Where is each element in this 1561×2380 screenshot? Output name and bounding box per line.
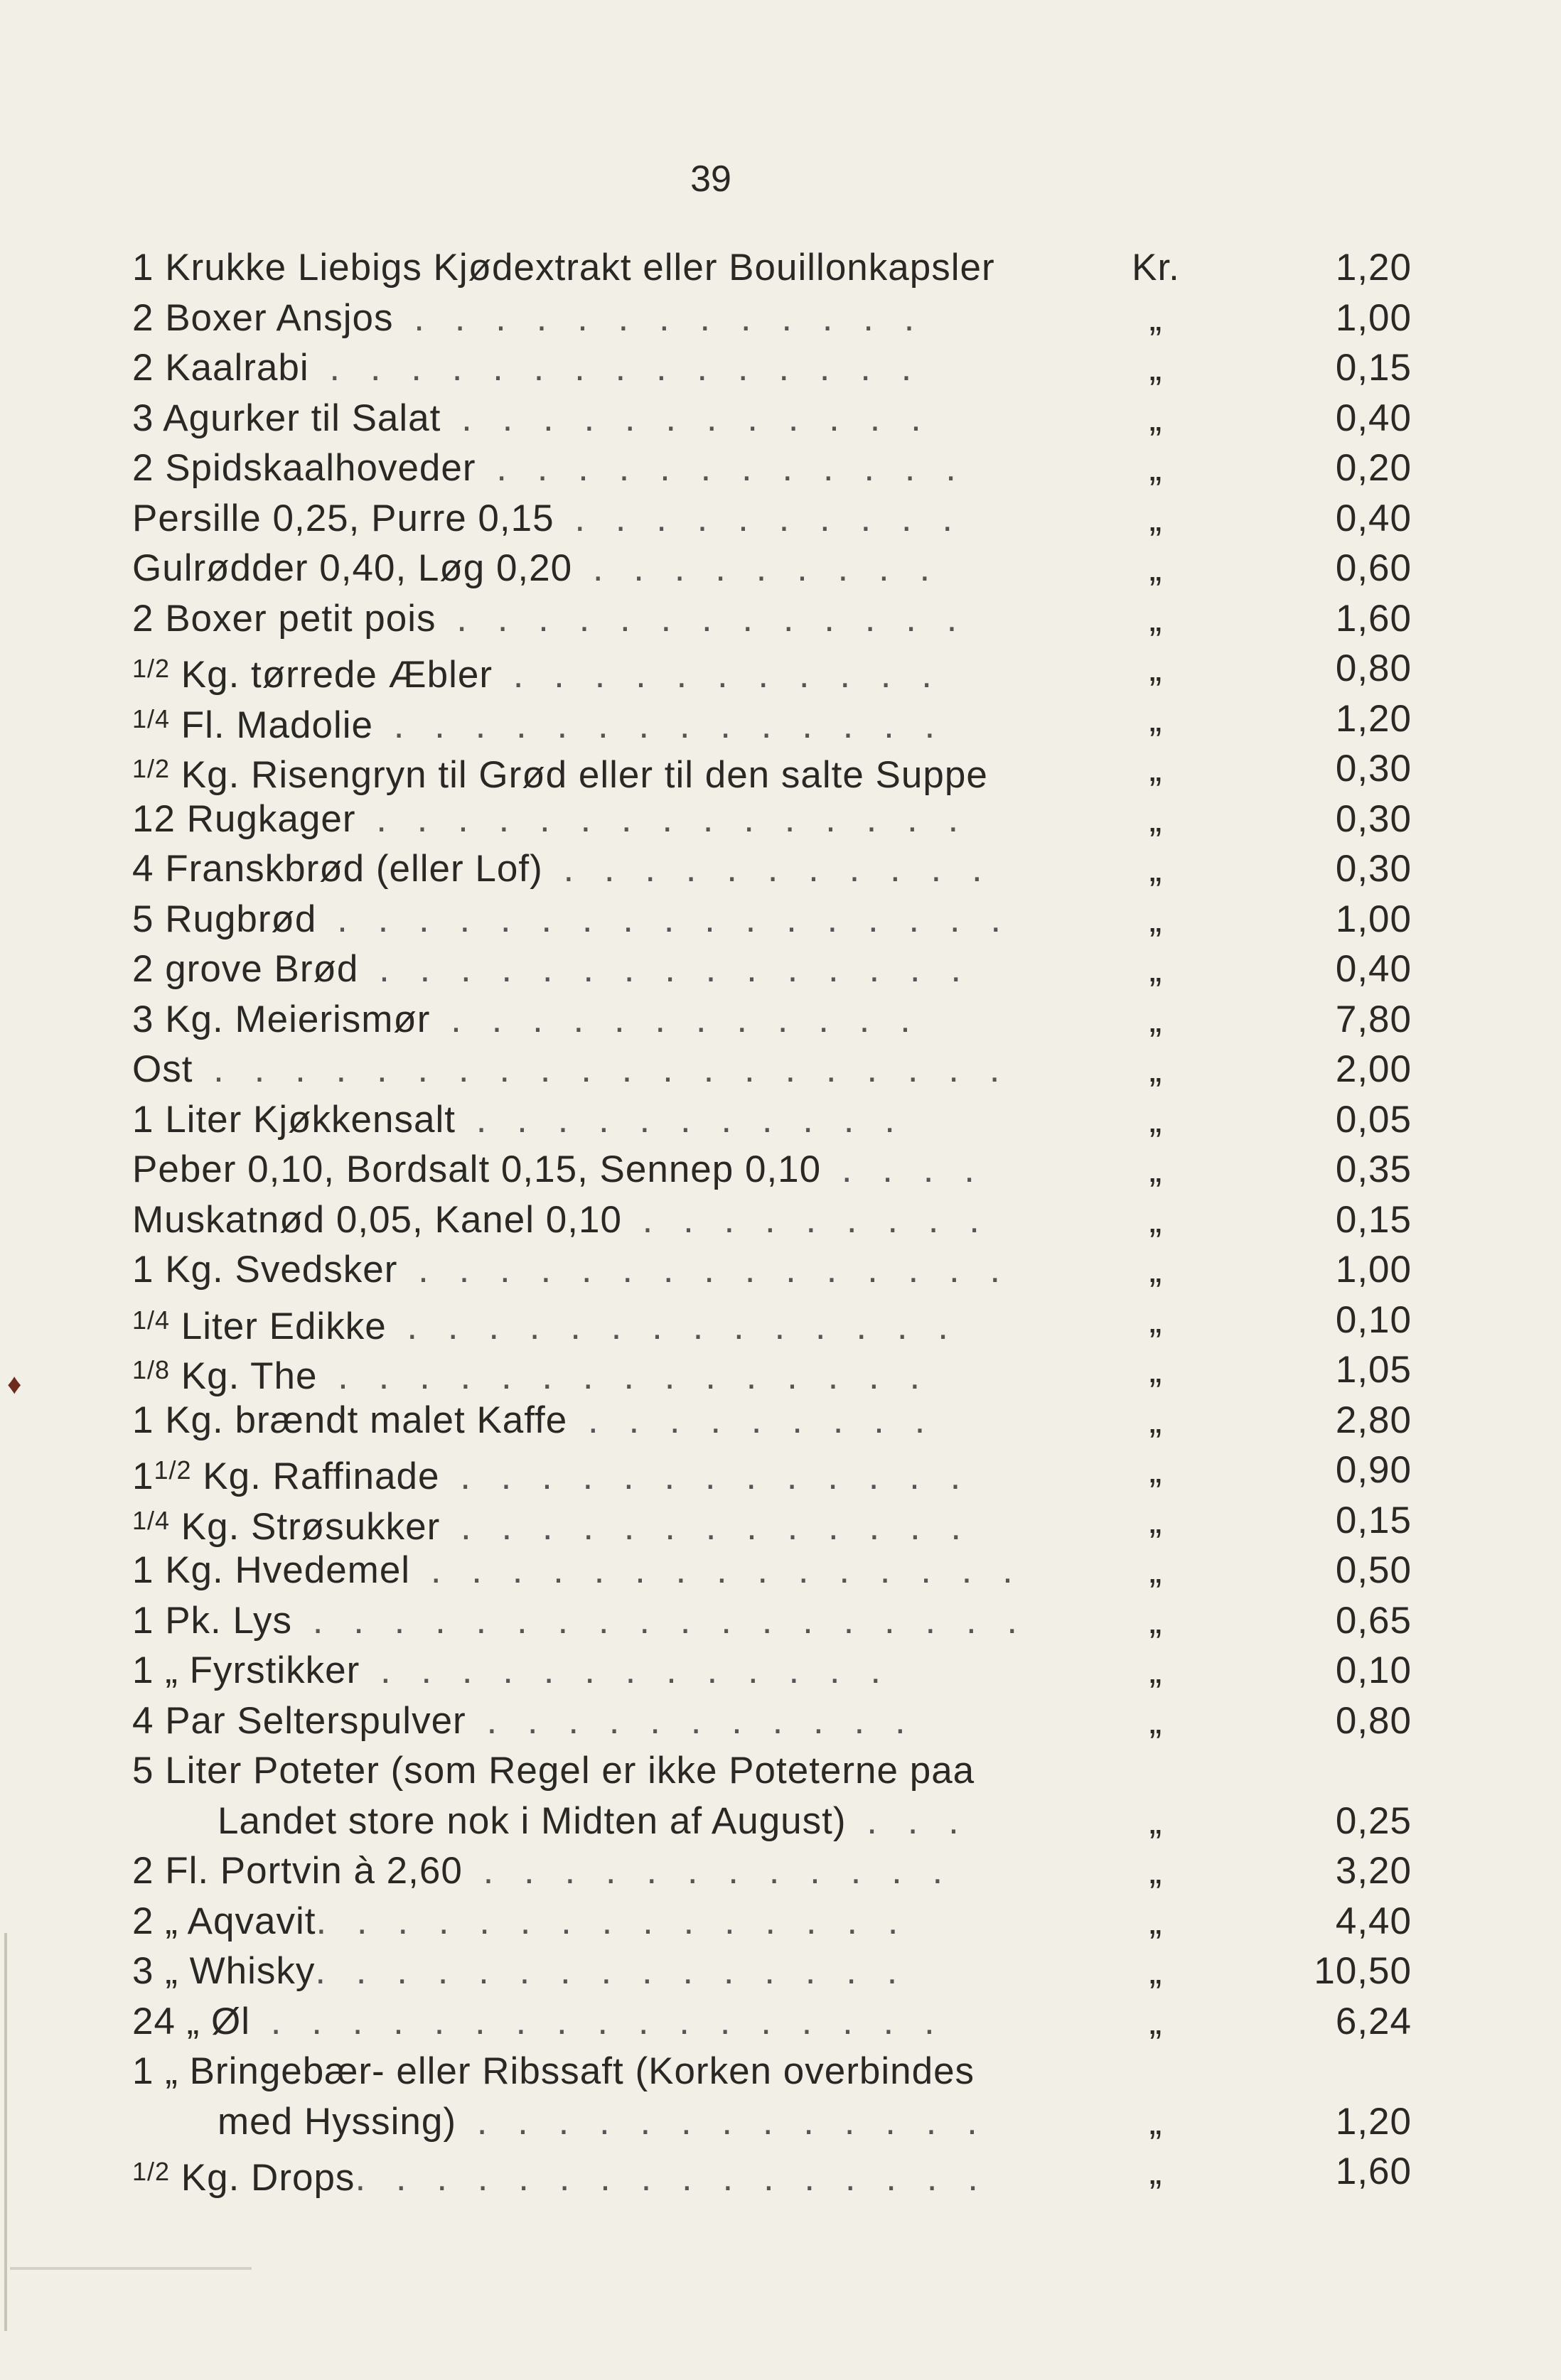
currency-mark: „	[1149, 797, 1163, 840]
currency-mark: „	[1149, 397, 1163, 439]
list-item	[132, 394, 1412, 444]
item-amount: 10,50	[1314, 1950, 1412, 1992]
currency-mark: „	[1149, 1649, 1163, 1691]
item-description	[132, 1897, 1085, 1947]
item-description	[132, 895, 1085, 945]
item-amount: 0,35	[1335, 1148, 1412, 1190]
item-text: Kg. Drops	[181, 2157, 355, 2199]
list-item	[132, 1496, 1412, 1546]
currency-mark: „	[1149, 848, 1163, 890]
item-description	[132, 1145, 1085, 1195]
list-item	[132, 844, 1412, 895]
dot-leader: . . . . . . . . . . . . . . . . .	[250, 2000, 945, 2042]
dot-leader: . . . . . . . . . . . . .	[436, 597, 967, 640]
item-amount: 4,40	[1335, 1900, 1412, 1942]
currency-mark: „	[1149, 597, 1163, 640]
item-amount: 0,05	[1335, 1098, 1412, 1141]
item-description	[132, 294, 1085, 344]
item-text: 2 Boxer Ansjos	[132, 296, 394, 339]
item-text: 1 „ Fyrstikker	[132, 1649, 360, 1691]
dot-leader: . . . . . . . . . . . . .	[456, 2100, 987, 2143]
item-fraction: 1/4	[132, 1305, 171, 1335]
item-description	[132, 1496, 1085, 1553]
list-item	[132, 795, 1412, 845]
list-item	[132, 294, 1412, 344]
item-description	[132, 1696, 1085, 1747]
dot-leader: . . . . . . . . . . . . . . . .	[355, 2157, 988, 2199]
item-text: Peber 0,10, Bordsalt 0,15, Sennep 0,10	[132, 1148, 822, 1190]
item-amount: 1,20	[1335, 697, 1412, 740]
item-description	[132, 1396, 1085, 1446]
corner-mark	[10, 2267, 252, 2270]
item-text: 1 Krukke Liebigs Kjødextrakt eller Bouillonkapsler	[132, 247, 995, 289]
list-item	[132, 744, 1412, 795]
dot-leader: . . . . . . . . . . . . . . .	[316, 1900, 908, 1942]
item-text: Fl. Madolie	[181, 704, 373, 746]
item-description	[132, 2047, 1085, 2097]
list-item	[132, 243, 1412, 294]
list-item	[132, 594, 1412, 645]
dot-leader: . . . . . . . . . . . . . . .	[309, 347, 922, 389]
item-whole: 1	[132, 1455, 154, 1497]
list-item	[132, 1195, 1412, 1246]
item-amount: 1,60	[1335, 597, 1412, 640]
item-amount: 0,15	[1335, 1499, 1412, 1541]
item-description	[132, 1445, 1085, 1502]
currency-mark: „	[1149, 1249, 1163, 1291]
dot-leader: . . . . . . . . . . .	[466, 1699, 916, 1742]
item-fraction: 1/2	[132, 654, 171, 683]
dot-leader: . . . . . . . . . . . . . . . . . .	[292, 1599, 1028, 1642]
item-text: 3 Kg. Meierismør	[132, 998, 431, 1040]
page-number: 39	[690, 158, 731, 200]
item-description	[132, 795, 1085, 845]
currency-mark: „	[1149, 1349, 1163, 1391]
currency-mark: „	[1149, 1699, 1163, 1742]
currency-mark: „	[1149, 1900, 1163, 1942]
currency-mark: „	[1149, 1399, 1163, 1441]
dot-leader: . . . . . . . . . . .	[493, 654, 942, 696]
item-amount: 0,50	[1335, 1549, 1412, 1591]
dot-leader: . . . .	[821, 1148, 985, 1190]
item-description	[132, 1997, 1085, 2047]
list-item	[132, 895, 1412, 945]
dot-leader: . . .	[846, 1799, 969, 1842]
item-amount: 0,40	[1335, 397, 1412, 439]
item-text: 12 Rugkager	[132, 797, 356, 840]
price-list	[132, 243, 1412, 2197]
item-description	[132, 1245, 1085, 1296]
currency-mark: „	[1149, 2100, 1163, 2143]
list-item	[132, 2047, 1412, 2097]
list-item	[132, 1897, 1412, 1947]
currency-mark: „	[1149, 1148, 1163, 1190]
dot-leader: . . . . . . . . . . . . .	[440, 1505, 972, 1548]
currency-mark: „	[1149, 1298, 1163, 1341]
currency-mark: „	[1149, 1599, 1163, 1642]
list-item	[132, 1797, 1412, 1847]
item-amount: 0,30	[1335, 748, 1412, 790]
item-amount: 0,10	[1335, 1298, 1412, 1341]
dot-leader: . . . . . . . . . . . . . . .	[317, 1355, 930, 1397]
currency-mark: „	[1149, 1198, 1163, 1241]
item-description	[132, 1195, 1085, 1246]
dot-leader: . . . . . . . . .	[621, 1198, 989, 1241]
dot-leader: . . . . . . . . . . .	[542, 848, 992, 890]
list-item	[132, 1646, 1412, 1696]
dot-leader: . . . . . . . . . .	[554, 497, 963, 539]
currency-mark: „	[1149, 998, 1163, 1040]
item-text: 3 „ Whisky	[132, 1950, 316, 1992]
list-item	[132, 694, 1412, 745]
item-amount: 0,80	[1335, 1699, 1412, 1742]
item-amount: 1,60	[1335, 2150, 1412, 2192]
dot-leader: . . . . . . . . . . . . . .	[372, 704, 945, 746]
item-text: 1 Kg. brændt malet Kaffe	[132, 1399, 568, 1441]
dot-leader: . . . . . . . . . . . . . . .	[358, 948, 972, 990]
item-text: 1 „ Bringebær- eller Ribssaft (Korken overbindes	[132, 2050, 975, 2092]
item-description	[132, 594, 1085, 645]
currency-mark: „	[1149, 1449, 1163, 1491]
item-description	[132, 1045, 1085, 1095]
item-description	[132, 494, 1085, 544]
list-item	[132, 494, 1412, 544]
item-description	[132, 694, 1085, 751]
currency-mark: „	[1149, 2150, 1163, 2192]
list-item	[132, 1445, 1412, 1496]
dot-leader: . . . . . . . . . . . . . . .	[397, 1249, 1011, 1291]
item-amount: 0,40	[1335, 948, 1412, 990]
dot-leader: . . . . . . . . . . . .	[441, 397, 931, 439]
currency-mark: „	[1149, 748, 1163, 790]
item-text: Kg. Raffinade	[203, 1455, 440, 1497]
item-amount: 6,24	[1335, 2000, 1412, 2042]
item-text: 4 Franskbrød (eller Lof)	[132, 848, 543, 890]
dot-leader: . . . . . . . . . . . .	[430, 998, 921, 1040]
item-amount: 0,60	[1335, 547, 1412, 589]
item-description	[132, 1946, 1085, 1997]
item-fraction: 1/2	[132, 2157, 171, 2186]
item-description	[132, 1296, 1085, 1352]
item-text: 2 grove Brød	[132, 948, 359, 990]
binding-line	[4, 1933, 7, 2331]
item-description	[132, 394, 1085, 444]
item-amount: 0,30	[1335, 797, 1412, 840]
item-amount: 1,20	[1335, 247, 1412, 289]
item-description	[132, 1095, 1085, 1146]
item-amount: 0,80	[1335, 647, 1412, 689]
list-item	[132, 1245, 1412, 1296]
item-text: 4 Par Selterspulver	[132, 1699, 466, 1742]
item-fraction: 1/4	[132, 704, 171, 733]
dot-leader: . . . . . . . . . . . . . . .	[315, 1950, 908, 1992]
item-text: 1 Liter Kjøkkensalt	[132, 1098, 456, 1141]
item-text: Liter Edikke	[181, 1305, 387, 1347]
item-description	[132, 744, 1085, 801]
list-item	[132, 1095, 1412, 1146]
dot-leader: . . . . . . . . . . . . .	[439, 1455, 971, 1497]
list-item	[132, 2097, 1412, 2148]
currency-mark: Kr.	[1132, 247, 1180, 289]
item-description	[132, 2147, 1085, 2204]
item-description	[132, 644, 1085, 701]
item-amount: 1,00	[1335, 1249, 1412, 1291]
item-amount: 1,20	[1335, 2100, 1412, 2143]
currency-mark: „	[1149, 948, 1163, 990]
item-fraction: 1/8	[132, 1355, 171, 1384]
currency-mark: „	[1149, 296, 1163, 339]
dot-leader: . . . . . . . . . . . .	[462, 1850, 953, 1892]
item-text: 5 Rugbrød	[132, 898, 317, 940]
item-description	[132, 844, 1085, 895]
item-amount: 7,80	[1335, 998, 1412, 1040]
dot-leader: . . . . . . . . .	[567, 1399, 935, 1441]
item-amount: 0,15	[1335, 1198, 1412, 1241]
list-item	[132, 1396, 1412, 1446]
list-item	[132, 1997, 1412, 2047]
item-text: Kg. Risengryn til Grød eller til den salte Suppe	[181, 754, 988, 796]
item-amount: 0,90	[1335, 1449, 1412, 1491]
item-text: 1 Pk. Lys	[132, 1599, 293, 1642]
dot-leader: . . . . . . . . . . . . . . . . . . . .	[193, 1048, 1010, 1090]
currency-mark: „	[1149, 547, 1163, 589]
item-text: Gulrødder 0,40, Løg 0,20	[132, 547, 573, 589]
item-description	[132, 1546, 1085, 1596]
item-amount: 0,30	[1335, 848, 1412, 890]
currency-mark: „	[1149, 347, 1163, 389]
dot-leader: . . . . . . . . .	[572, 547, 940, 589]
item-amount: 3,20	[1335, 1850, 1412, 1892]
item-description	[132, 1746, 1085, 1797]
item-amount: 0,10	[1335, 1649, 1412, 1691]
list-item	[132, 1296, 1412, 1346]
item-description	[132, 443, 1085, 494]
list-item	[132, 995, 1412, 1045]
currency-mark: „	[1149, 1499, 1163, 1541]
item-text: Ost	[132, 1048, 193, 1090]
dot-leader: . . . . . . . . . . . . . .	[386, 1305, 958, 1347]
item-amount: 0,65	[1335, 1599, 1412, 1642]
currency-mark: „	[1149, 1098, 1163, 1141]
currency-mark: „	[1149, 1799, 1163, 1842]
dot-leader: . . . . . . . . . . . . . . . . .	[316, 898, 1012, 940]
currency-mark: „	[1149, 1549, 1163, 1591]
item-text: Landet store nok i Midten af August)	[218, 1799, 847, 1842]
currency-mark: „	[1149, 497, 1163, 539]
item-amount: 0,40	[1335, 497, 1412, 539]
item-amount: 1,00	[1335, 296, 1412, 339]
list-item	[132, 1546, 1412, 1596]
item-text: 2 Spidskaalhoveder	[132, 447, 476, 489]
dot-leader: . . . . . . . . . . . . .	[393, 296, 925, 339]
item-text: med Hyssing)	[218, 2100, 456, 2143]
item-description	[218, 2097, 1085, 2148]
list-item	[132, 1145, 1412, 1195]
currency-mark: „	[1149, 2000, 1163, 2042]
item-amount: 0,25	[1335, 1799, 1412, 1842]
item-amount: 0,20	[1335, 447, 1412, 489]
item-description	[218, 1797, 1085, 1847]
currency-mark: „	[1149, 1048, 1163, 1090]
currency-mark: „	[1149, 697, 1163, 740]
list-item	[132, 1946, 1412, 1997]
item-text: Kg. The	[181, 1355, 318, 1397]
item-text: 2 Kaalrabi	[132, 347, 309, 389]
item-text: Kg. Strøsukker	[181, 1505, 441, 1548]
item-text: Muskatnød 0,05, Kanel 0,10	[132, 1198, 622, 1241]
item-text: 1 Kg. Svedsker	[132, 1249, 398, 1291]
item-description	[132, 1345, 1085, 1402]
item-description	[132, 343, 1085, 394]
list-item	[132, 544, 1412, 594]
item-amount: 1,00	[1335, 898, 1412, 940]
item-description	[132, 1846, 1085, 1897]
item-text: 5 Liter Poteter (som Regel er ikke Poteterne paa	[132, 1750, 975, 1792]
item-text: 24 „ Øl	[132, 2000, 251, 2042]
item-description	[132, 944, 1085, 995]
margin-ornament: ♦	[7, 1369, 22, 1400]
list-item	[132, 1596, 1412, 1647]
item-text: Kg. tørrede Æbler	[181, 654, 493, 696]
item-fraction: 1/4	[132, 1505, 171, 1535]
dot-leader: . . . . . . . . . . .	[455, 1098, 905, 1141]
list-item	[132, 1345, 1412, 1396]
item-text: 3 Agurker til Salat	[132, 397, 441, 439]
currency-mark: „	[1149, 647, 1163, 689]
currency-mark: „	[1149, 447, 1163, 489]
item-amount: 2,80	[1335, 1399, 1412, 1441]
item-text: 1 Kg. Hvedemel	[132, 1549, 411, 1591]
item-description	[132, 243, 1085, 294]
currency-mark: „	[1149, 1950, 1163, 1992]
item-description	[132, 1596, 1085, 1647]
dot-leader: . . . . . . . . . . . . . . .	[410, 1549, 1023, 1591]
item-amount: 0,15	[1335, 347, 1412, 389]
item-fraction: 1/2	[132, 754, 171, 783]
item-text: Persille 0,25, Purre 0,15	[132, 497, 554, 539]
item-description	[132, 995, 1085, 1045]
item-amount: 2,00	[1335, 1048, 1412, 1090]
item-fraction: 1/2	[154, 1455, 192, 1485]
list-item	[132, 1696, 1412, 1747]
item-text: 2 Boxer petit pois	[132, 597, 436, 640]
list-item	[132, 2147, 1412, 2197]
dot-leader: . . . . . . . . . . . .	[476, 447, 966, 489]
dot-leader: . . . . . . . . . . . . .	[360, 1649, 891, 1691]
list-item	[132, 644, 1412, 694]
currency-mark: „	[1149, 898, 1163, 940]
currency-mark: „	[1149, 1850, 1163, 1892]
dot-leader: . . . . . . . . . . . . . . .	[355, 797, 969, 840]
list-item	[132, 1045, 1412, 1095]
item-text: 2 Fl. Portvin à 2,60	[132, 1850, 463, 1892]
item-description	[132, 1646, 1085, 1696]
item-description	[132, 544, 1085, 594]
list-item	[132, 343, 1412, 394]
list-item	[132, 944, 1412, 995]
list-item	[132, 1846, 1412, 1897]
item-text: 2 „ Aqvavit	[132, 1900, 316, 1942]
list-item	[132, 1746, 1412, 1797]
list-item	[132, 443, 1412, 494]
item-amount: 1,05	[1335, 1349, 1412, 1391]
